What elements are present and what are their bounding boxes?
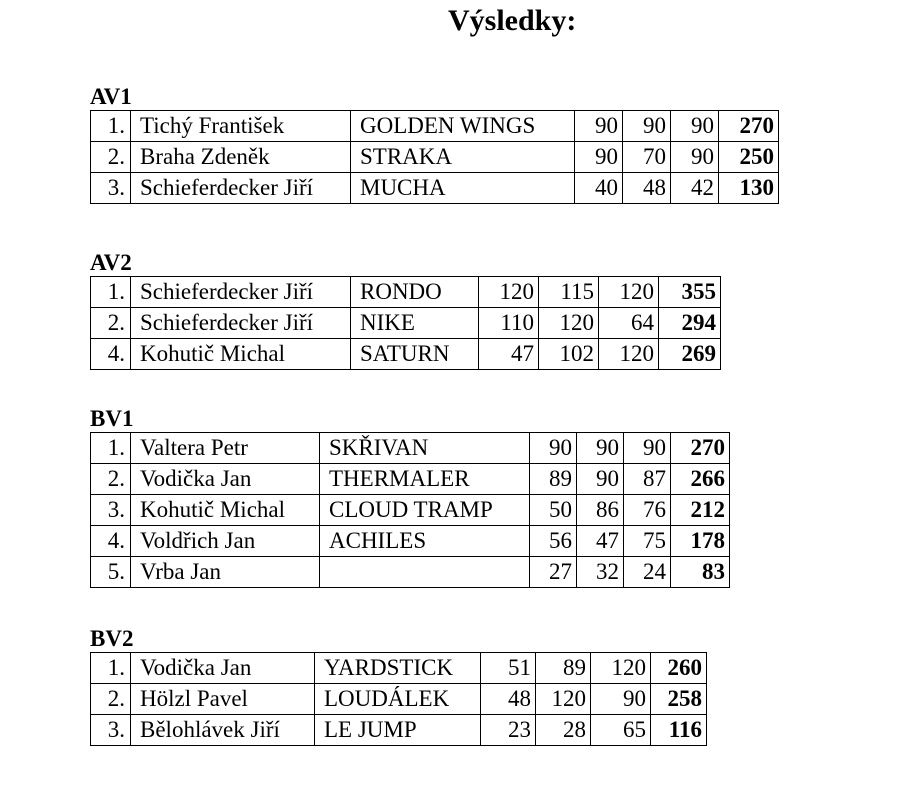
round-score: 86 <box>577 495 624 526</box>
table-row <box>91 277 721 308</box>
model-name: RONDO <box>351 277 479 308</box>
total-score: 212 <box>671 495 730 526</box>
round-score: 120 <box>539 308 599 339</box>
table-row <box>91 526 730 557</box>
round-score: 90 <box>624 433 671 464</box>
round-score: 89 <box>536 653 591 684</box>
total-score: 355 <box>659 277 721 308</box>
model-name: CLOUD TRAMP <box>320 495 530 526</box>
table-row <box>91 142 779 173</box>
round-score: 90 <box>671 142 719 173</box>
section-av2 <box>90 250 721 370</box>
section-heading: BV2 <box>90 626 134 651</box>
round-score: 24 <box>624 557 671 588</box>
competitor-name: Kohutič Michal <box>131 339 351 370</box>
total-score: 116 <box>651 715 707 746</box>
section-av1 <box>90 84 779 204</box>
round-score: 120 <box>599 339 659 370</box>
round-score: 51 <box>481 653 536 684</box>
page-title: Výsledky: <box>448 4 577 37</box>
results-table <box>90 276 721 370</box>
competitor-name: Schieferdecker Jiří <box>131 308 351 339</box>
results-table <box>90 110 779 204</box>
model-name: NIKE <box>351 308 479 339</box>
round-score: 120 <box>591 653 651 684</box>
round-score: 48 <box>481 684 536 715</box>
round-score: 23 <box>481 715 536 746</box>
round-score: 50 <box>530 495 577 526</box>
round-score: 90 <box>591 684 651 715</box>
competitor-name: Schieferdecker Jiří <box>131 173 351 204</box>
rank-cell: 4. <box>91 526 131 557</box>
competitor-name: Schieferdecker Jiří <box>131 277 351 308</box>
competitor-name: Kohutič Michal <box>131 495 320 526</box>
rank-cell: 5. <box>91 557 131 588</box>
competitor-name: Vrba Jan <box>131 557 320 588</box>
total-score: 130 <box>719 173 779 204</box>
round-score: 32 <box>577 557 624 588</box>
competitor-name: Tichý František <box>131 111 351 142</box>
model-name: YARDSTICK <box>315 653 481 684</box>
round-score: 48 <box>623 173 671 204</box>
rank-cell: 1. <box>91 653 131 684</box>
table-row <box>91 433 730 464</box>
total-score: 266 <box>671 464 730 495</box>
round-score: 87 <box>624 464 671 495</box>
round-score: 27 <box>530 557 577 588</box>
competitor-name: Braha Zdeněk <box>131 142 351 173</box>
model-name <box>320 557 530 588</box>
total-score: 270 <box>671 433 730 464</box>
rank-cell: 4. <box>91 339 131 370</box>
total-score: 83 <box>671 557 730 588</box>
round-score: 90 <box>575 111 623 142</box>
model-name: LE JUMP <box>315 715 481 746</box>
round-score: 76 <box>624 495 671 526</box>
rank-cell: 3. <box>91 495 131 526</box>
table-row <box>91 111 779 142</box>
round-score: 47 <box>479 339 539 370</box>
total-score: 178 <box>671 526 730 557</box>
section-heading: AV2 <box>90 250 132 275</box>
table-row <box>91 653 707 684</box>
competitor-name: Voldřich Jan <box>131 526 320 557</box>
section-heading: AV1 <box>90 84 132 109</box>
round-score: 90 <box>671 111 719 142</box>
results-table <box>90 432 730 588</box>
rank-cell: 3. <box>91 715 131 746</box>
round-score: 28 <box>536 715 591 746</box>
round-score: 90 <box>577 464 624 495</box>
total-score: 250 <box>719 142 779 173</box>
rank-cell: 1. <box>91 111 131 142</box>
section-bv2 <box>90 626 707 746</box>
model-name: STRAKA <box>351 142 575 173</box>
total-score: 258 <box>651 684 707 715</box>
section-bv1 <box>90 406 730 588</box>
round-score: 110 <box>479 308 539 339</box>
total-score: 269 <box>659 339 721 370</box>
round-score: 47 <box>577 526 624 557</box>
round-score: 90 <box>623 111 671 142</box>
round-score: 56 <box>530 526 577 557</box>
round-score: 102 <box>539 339 599 370</box>
table-row <box>91 715 707 746</box>
model-name: THERMALER <box>320 464 530 495</box>
round-score: 120 <box>479 277 539 308</box>
total-score: 294 <box>659 308 721 339</box>
model-name: SKŘIVAN <box>320 433 530 464</box>
table-row <box>91 173 779 204</box>
rank-cell: 2. <box>91 308 131 339</box>
round-score: 65 <box>591 715 651 746</box>
model-name: MUCHA <box>351 173 575 204</box>
round-score: 115 <box>539 277 599 308</box>
round-score: 42 <box>671 173 719 204</box>
model-name: ACHILES <box>320 526 530 557</box>
rank-cell: 2. <box>91 142 131 173</box>
competitor-name: Bělohlávek Jiří <box>131 715 315 746</box>
table-row <box>91 557 730 588</box>
total-score: 260 <box>651 653 707 684</box>
round-score: 89 <box>530 464 577 495</box>
table-row <box>91 495 730 526</box>
rank-cell: 2. <box>91 684 131 715</box>
table-row <box>91 684 707 715</box>
round-score: 75 <box>624 526 671 557</box>
rank-cell: 3. <box>91 173 131 204</box>
section-heading: BV1 <box>90 406 134 431</box>
round-score: 90 <box>575 142 623 173</box>
round-score: 40 <box>575 173 623 204</box>
competitor-name: Vodička Jan <box>131 653 315 684</box>
competitor-name: Hölzl Pavel <box>131 684 315 715</box>
round-score: 120 <box>536 684 591 715</box>
competitor-name: Vodička Jan <box>131 464 320 495</box>
round-score: 64 <box>599 308 659 339</box>
total-score: 270 <box>719 111 779 142</box>
round-score: 90 <box>577 433 624 464</box>
results-table <box>90 652 707 746</box>
table-row <box>91 464 730 495</box>
model-name: GOLDEN WINGS <box>351 111 575 142</box>
model-name: SATURN <box>351 339 479 370</box>
rank-cell: 2. <box>91 464 131 495</box>
model-name: LOUDÁLEK <box>315 684 481 715</box>
table-row <box>91 339 721 370</box>
table-row <box>91 308 721 339</box>
rank-cell: 1. <box>91 433 131 464</box>
round-score: 90 <box>530 433 577 464</box>
competitor-name: Valtera Petr <box>131 433 320 464</box>
round-score: 120 <box>599 277 659 308</box>
round-score: 70 <box>623 142 671 173</box>
rank-cell: 1. <box>91 277 131 308</box>
